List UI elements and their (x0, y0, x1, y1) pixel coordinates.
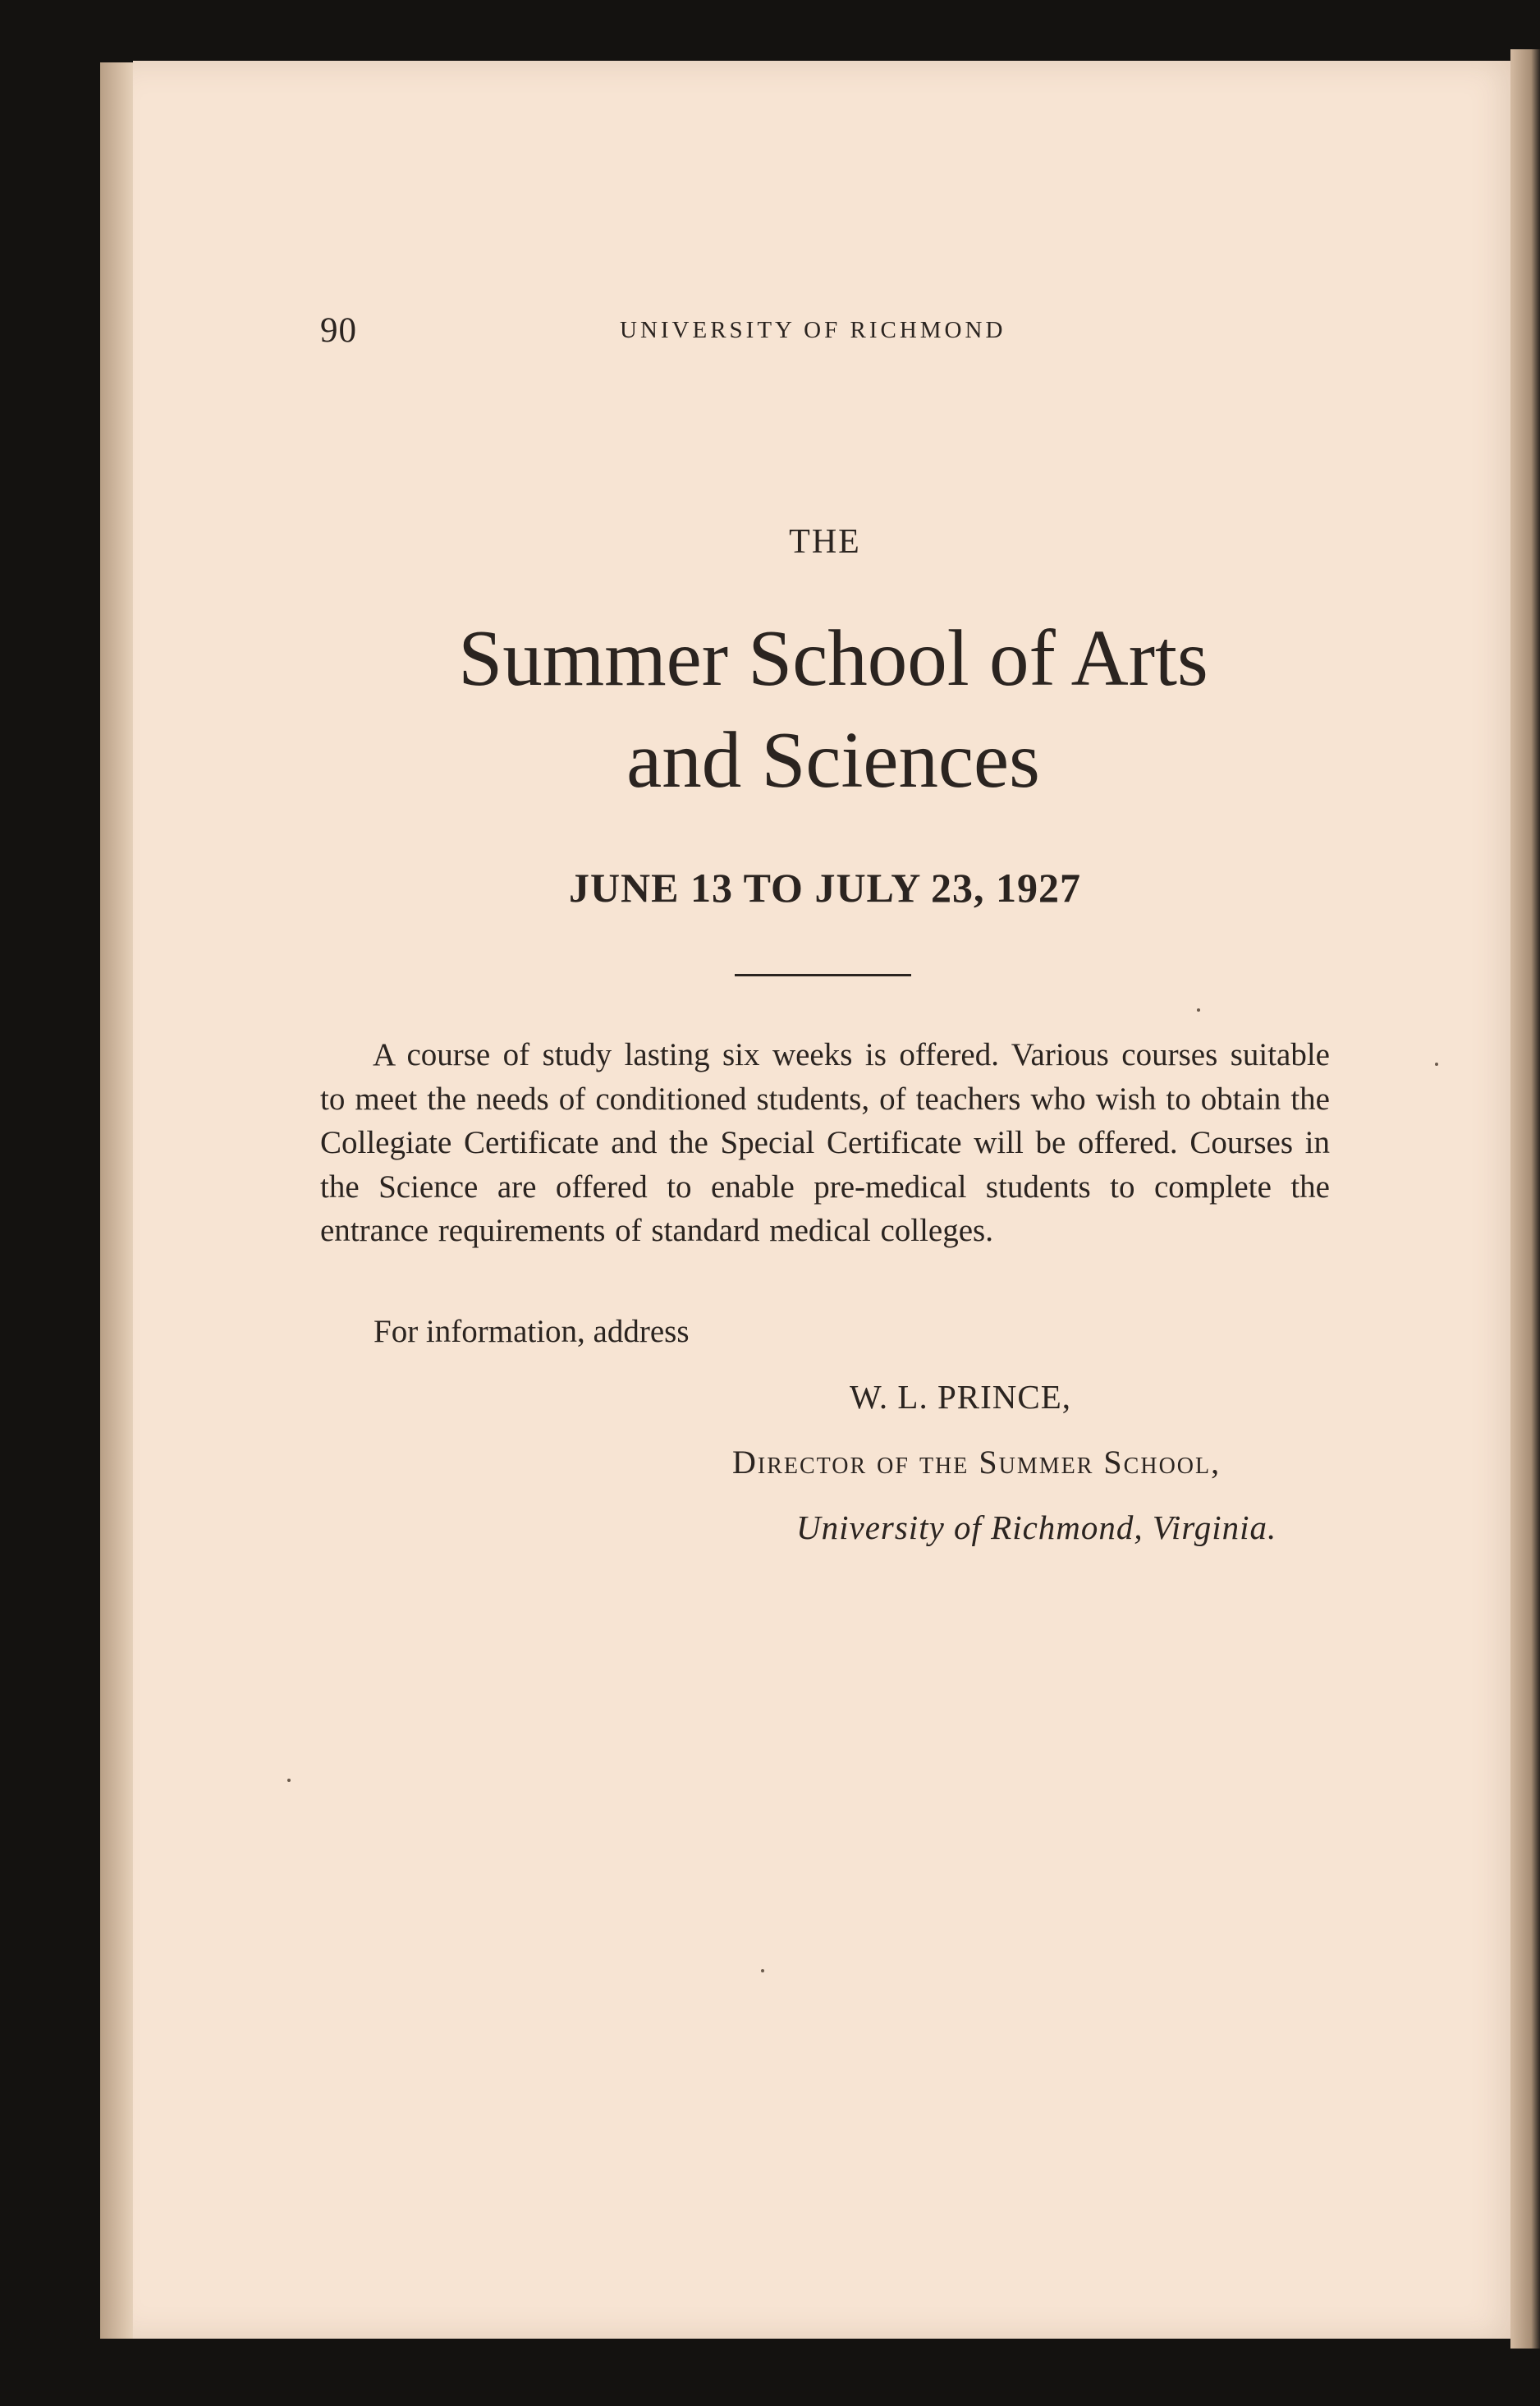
paper-speck (761, 1969, 764, 1972)
body-paragraph: A course of study lasting six weeks is offered. Various courses suitable to meet the needs of conditioned students, of teachers who wish to obtain the Collegiate Certificate and the Special Certificate will be offered. Courses in the Science are offered to enable pre-medical students to complete the entrance requirements of standard medical colleges. (320, 1037, 1330, 1248)
page-title (0, 608, 1540, 811)
divider-rule (735, 974, 911, 976)
paper-speck (287, 1779, 291, 1782)
paper-speck (1197, 1008, 1200, 1012)
signature-name: W. L. PRINCE, (850, 1378, 1072, 1416)
paper-speck (1435, 1063, 1438, 1066)
page-number: 90 (320, 311, 357, 350)
signature-place: University of Richmond, Virginia. (796, 1508, 1277, 1546)
signature-title: Director of the Summer School, (732, 1444, 1221, 1481)
page-gutter-edge (1510, 49, 1540, 2349)
heading-the: THE (789, 523, 861, 561)
info-line: For information, address (374, 1314, 690, 1349)
session-dates: JUNE 13 TO JULY 23, 1927 (568, 865, 1082, 911)
title-line-2: and Sciences (626, 716, 1040, 804)
title-line-1: Summer School of Arts (458, 614, 1208, 702)
running-head: UNIVERSITY OF RICHMOND (620, 317, 1006, 343)
